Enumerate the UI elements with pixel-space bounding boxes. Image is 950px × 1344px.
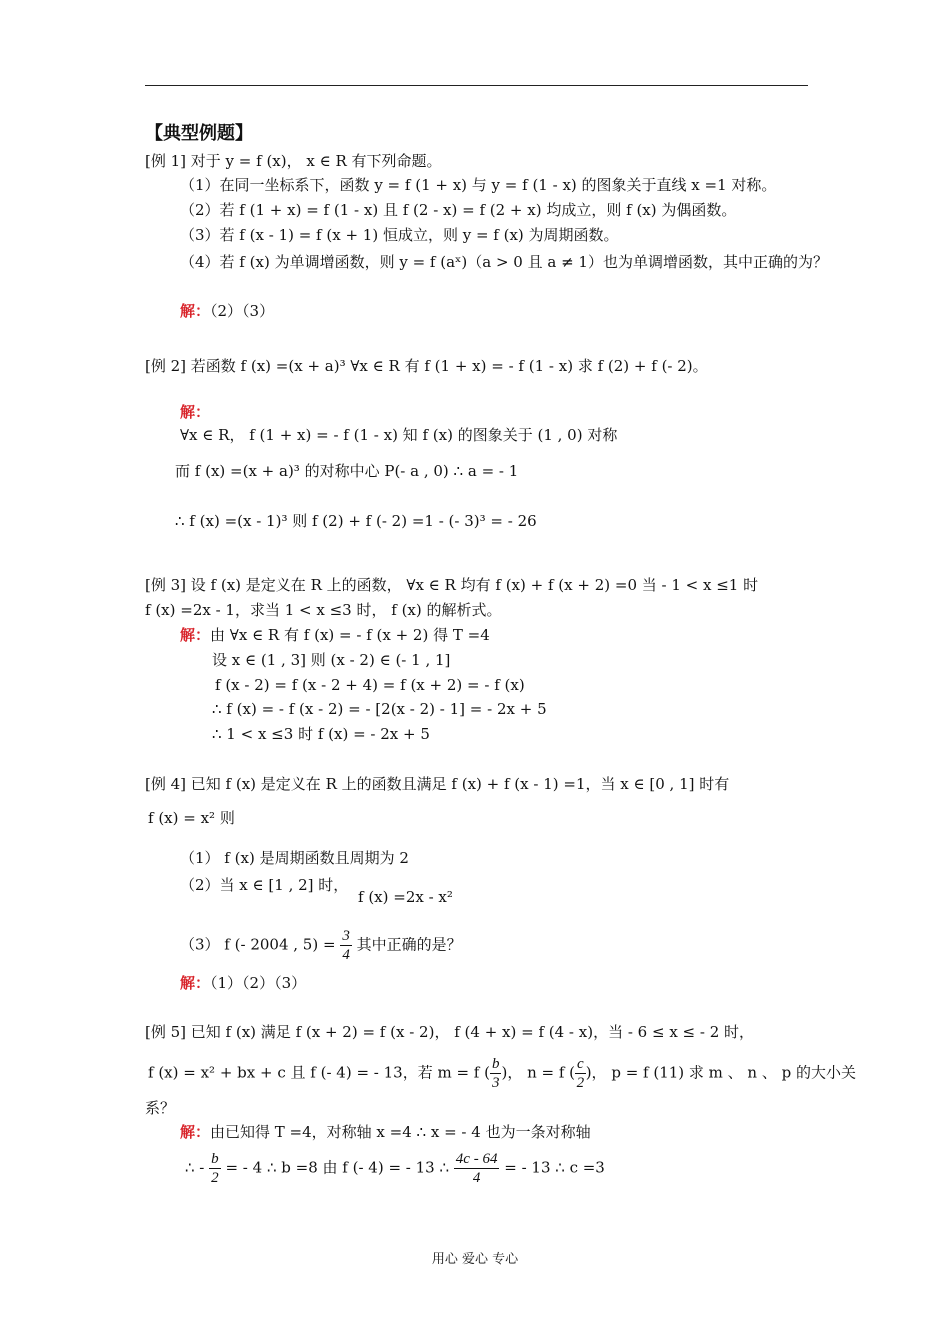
example-1-prop-4: （4）若 f (x) 为单调增函数，则 y = f (aˣ)（a > 0 且 a ≠ 1）也为单调增函数，其中正确的为？ (180, 253, 828, 271)
fraction-three-quarters (340, 927, 352, 964)
numerator: b (491, 1056, 500, 1072)
example-3-stem-line-2: f (x) =2x - 1，求当 1 < x ≤3 时， f (x) 的解析式。 (145, 601, 502, 619)
example-3-step-2: 设 x ∈ (1 , 3] 则 (x - 2) ∈ (- 1 , 1] (212, 651, 451, 669)
example-3-solution-line-1 (180, 624, 490, 646)
header-rule (145, 85, 808, 86)
fraction-b-over-2 (209, 1150, 221, 1187)
step-part-a: ∴ - (185, 1158, 205, 1177)
example-4-prop-3 (180, 927, 462, 964)
solution-label: 解： (180, 1123, 211, 1141)
example-4-prop-2-formula: f (x) =2x - x² (358, 888, 453, 906)
example-3-step-3: f (x - 2) = f (x - 2 + 4) = f (x + 2) = - f (x) (215, 676, 525, 694)
solution-text: （2）（3） (210, 302, 275, 320)
example-3-step-5: ∴ 1 < x ≤3 时 f (x) = - 2x + 5 (212, 725, 430, 743)
stem-part-c: )， p = f (11) 求 m 、 n 、 p 的大小关 (585, 1063, 857, 1082)
section-heading: 【典型例题】 (145, 123, 253, 144)
example-1-prop-3: （3）若 f (x - 1) = f (x + 1) 恒成立，则 y = f (x) 为周期函数。 (180, 226, 619, 244)
solution-text: 由已知得 T =4，对称轴 x =4 ∴ x = - 4 也为一条对称轴 (210, 1123, 591, 1141)
example-5-stem-line-1: [例 5] 已知 f (x) 满足 f (x + 2) = f (x - 2)， f (4 + x) = f (4 - x)，当 - 6 ≤ x ≤ - 2 时， (145, 1023, 755, 1041)
numerator: 3 (342, 928, 350, 944)
example-3-stem-line-1: [例 3] 设 f (x) 是定义在 R 上的函数， ∀x ∈ R 均有 f (x) + f (x + 2) =0 当 - 1 < x ≤1 时 (145, 576, 759, 594)
denominator: 4 (472, 1170, 481, 1186)
example-5-solution-line-1 (180, 1121, 591, 1143)
example-3-step-4: ∴ f (x) = - f (x - 2) = - [2(x - 2) - 1] = - 2x + 5 (212, 700, 547, 718)
solution-label: 解： (180, 626, 211, 644)
fraction-c-over-2 (575, 1055, 586, 1092)
example-5-solution-line-2 (185, 1150, 605, 1187)
example-1-stem: [例 1] 对于 y = f (x)， x ∈ R 有下列命题。 (145, 152, 442, 170)
example-4-solution (180, 972, 306, 994)
example-1-prop-2: （2）若 f (1 + x) = f (1 - x) 且 f (2 - x) = f (2 + x) 均成立，则 f (x) 为偶函数。 (180, 201, 737, 219)
numerator: 4c - 64 (455, 1151, 498, 1167)
step-part-b: = - 4 ∴ b =8 由 f (- 4) = - 13 ∴ (225, 1158, 450, 1177)
solution-text: 由 ∀x ∈ R 有 f (x) = - f (x + 2) 得 T =4 (210, 626, 490, 644)
denominator: 3 (491, 1075, 500, 1091)
example-4-stem-line-2: f (x) = x² 则 (148, 809, 235, 827)
solution-label: 解： (180, 302, 211, 320)
numerator: b (211, 1151, 219, 1167)
example-4-prop-1: （1） f (x) 是周期函数且周期为 2 (180, 849, 409, 867)
solution-label: 解： (180, 974, 211, 992)
example-2-solution-label: 解： (180, 403, 211, 421)
fraction-4c-64-over-4 (454, 1150, 500, 1187)
page-footer: 用心 爱心 专心 (431, 1252, 519, 1267)
numerator: c (577, 1056, 584, 1072)
example-2-step-1: ∀x ∈ R， f (1 + x) = - f (1 - x) 知 f (x) 的图象关于 (1 , 0) 对称 (180, 426, 618, 444)
example-1-prop-1: （1）在同一坐标系下，函数 y = f (1 + x) 与 y = f (1 - x) 的图象关于直线 x =1 对称。 (180, 176, 777, 194)
denominator: 4 (342, 947, 350, 963)
example-2-step-2: 而 f (x) =(x + a)³ 的对称中心 P(- a , 0) ∴ a = - 1 (175, 462, 519, 480)
example-4-prop-2: （2）当 x ∈ [1 , 2] 时， (180, 876, 349, 894)
example-5-stem-line-2 (148, 1055, 856, 1092)
step-part-c: = - 13 ∴ c =3 (504, 1158, 605, 1177)
example-1-solution (180, 300, 274, 322)
prop-3-question: 其中正确的是？ (356, 935, 462, 954)
example-4-stem-line-1: [例 4] 已知 f (x) 是定义在 R 上的函数且满足 f (x) + f (x - 1) =1，当 x ∈ [0 , 1] 时有 (145, 775, 730, 793)
example-2-step-3: ∴ f (x) =(x - 1)³ 则 f (2) + f (- 2) =1 - (- 3)³ = - 26 (175, 512, 537, 530)
denominator: 2 (211, 1170, 219, 1186)
prop-3-lhs: （3） f (- 2004 , 5) = (180, 935, 336, 954)
example-5-stem-line-3: 系？ (145, 1099, 176, 1117)
example-2-stem: [例 2] 若函数 f (x) =(x + a)³ ∀x ∈ R 有 f (1 + x) = - f (1 - x) 求 f (2) + f (- 2)。 (145, 357, 708, 375)
stem-part-b: )， n = f ( (501, 1063, 576, 1082)
denominator: 2 (576, 1075, 585, 1091)
solution-text: （1）（2）（3） (210, 974, 307, 992)
fraction-b-over-3 (490, 1055, 502, 1092)
stem-part-a: f (x) = x² + bx + c 且 f (- 4) = - 13，若 m = f ( (148, 1063, 490, 1082)
